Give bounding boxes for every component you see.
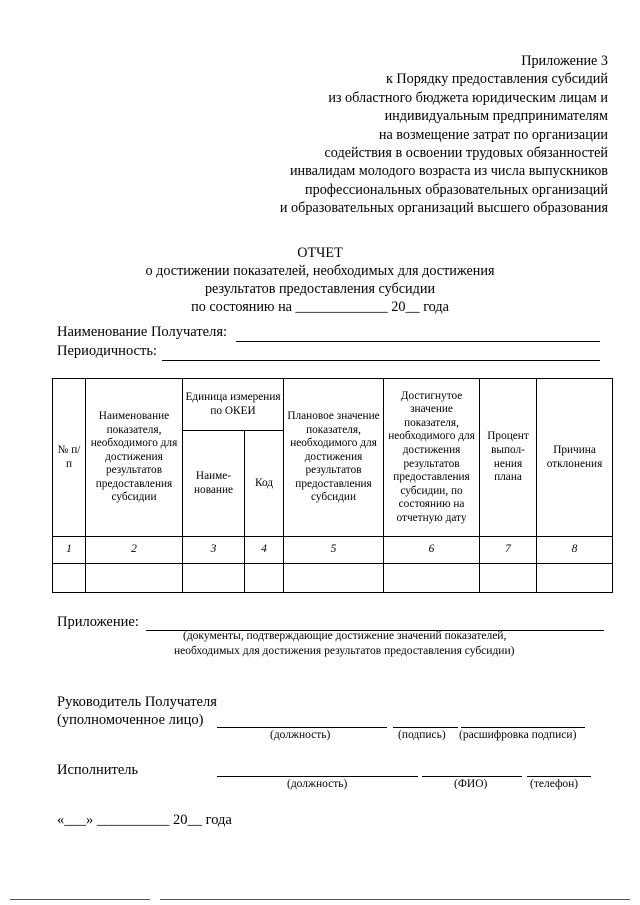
position-caption: (должность) [270, 729, 331, 741]
table-cell[interactable] [183, 564, 245, 593]
table-cell[interactable] [86, 564, 183, 593]
executor-name-field[interactable] [422, 776, 522, 777]
executor-phone-field[interactable] [527, 776, 591, 777]
table-row [53, 564, 613, 593]
column-number: 3 [183, 537, 245, 564]
decryption-caption: (расшифровка подписи) [459, 729, 577, 741]
header-unit-okei: Единица измерения по ОКЕИ [183, 379, 284, 431]
footer-rule [10, 899, 150, 900]
attachment-hint: необходимых для достижения результатов предоставления субсидии) [174, 645, 515, 657]
header-percent-plan: Процент выпол-нения плана [480, 379, 537, 537]
head-label: (уполномоченное лицо) [57, 712, 204, 728]
appendix-line: инвалидам молодого возраста из числа выпускников [289, 163, 608, 180]
indicators-table [52, 378, 613, 593]
table-cell[interactable] [245, 564, 284, 593]
footer-rule [160, 899, 630, 900]
title-line: о достижении показателей, необходимых для достижения [145, 263, 495, 279]
table-cell[interactable] [537, 564, 613, 593]
periodicity-label: Периодичность: [57, 343, 157, 359]
phone-caption: (телефон) [530, 778, 579, 790]
head-signature-field[interactable] [393, 727, 458, 728]
attachment-hint: (документы, подтверждающие достижение значений показателей, [183, 630, 507, 642]
table-cell[interactable] [284, 564, 384, 593]
periodicity-field[interactable] [162, 360, 600, 361]
head-position-field[interactable] [217, 727, 387, 728]
recipient-name-label: Наименование Получателя: [57, 324, 228, 340]
appendix-line: индивидуальным предпринимателям [384, 108, 608, 125]
fio-caption: (ФИО) [454, 778, 488, 790]
title-line: по состоянию на _____________ 20__ года [191, 299, 449, 315]
recipient-name-field[interactable] [236, 341, 600, 342]
column-number: 8 [537, 537, 613, 564]
report-title [120, 244, 520, 316]
appendix-line: из областного бюджета юридическим лицам и [328, 89, 608, 106]
title-line: ОТЧЕТ [297, 245, 343, 261]
title-line: результатов предоставления субсидии [204, 281, 436, 297]
table-cell[interactable] [480, 564, 537, 593]
appendix-line: содействия в освоении трудовых обязанностей [324, 145, 608, 162]
table-cell[interactable] [384, 564, 480, 593]
column-number: 7 [480, 537, 537, 564]
position-caption: (должность) [287, 778, 348, 790]
date-line: «___» __________ 20__ года [57, 812, 232, 828]
appendix-line: и образовательных организаций высшего образования [279, 200, 608, 217]
header-planned-value: Плановое значение показателя, необходимого для достижения результатов предоставления субсидии [284, 379, 384, 537]
appendix-line: Приложение 3 [521, 53, 608, 69]
column-number: 5 [284, 537, 384, 564]
column-number: 1 [53, 537, 86, 564]
signature-caption: (подпись) [398, 729, 446, 741]
column-number: 4 [245, 537, 284, 564]
column-number: 2 [86, 537, 183, 564]
head-decryption-field[interactable] [461, 727, 585, 728]
header-indicator-name: Наименование показателя, необходимого для достижения результатов предоставления субсидии [86, 379, 183, 537]
appendix-line: к Порядку предоставления субсидий [385, 71, 608, 88]
column-number: 6 [384, 537, 480, 564]
appendix-line: профессиональных образовательных организаций [305, 181, 608, 198]
header-deviation-reason: Причина отклонения [537, 379, 613, 537]
table-cell[interactable] [53, 564, 86, 593]
appendix-header [188, 52, 608, 218]
executor-label: Исполнитель [57, 762, 139, 778]
appendix-line: на возмещение затрат по организации [378, 126, 608, 143]
header-achieved-value: Достигнутое значение показателя, необходимого для достижения результатов предоставления субсидии, по состоянию на отчетную дату [384, 379, 480, 537]
attachment-label: Приложение: [57, 614, 139, 630]
header-unit-code: Код [245, 431, 284, 537]
head-label: Руководитель Получателя [57, 694, 217, 710]
header-num: № п/п [53, 379, 86, 537]
executor-position-field[interactable] [217, 776, 418, 777]
header-unit-name: Наиме-нование [183, 431, 245, 537]
